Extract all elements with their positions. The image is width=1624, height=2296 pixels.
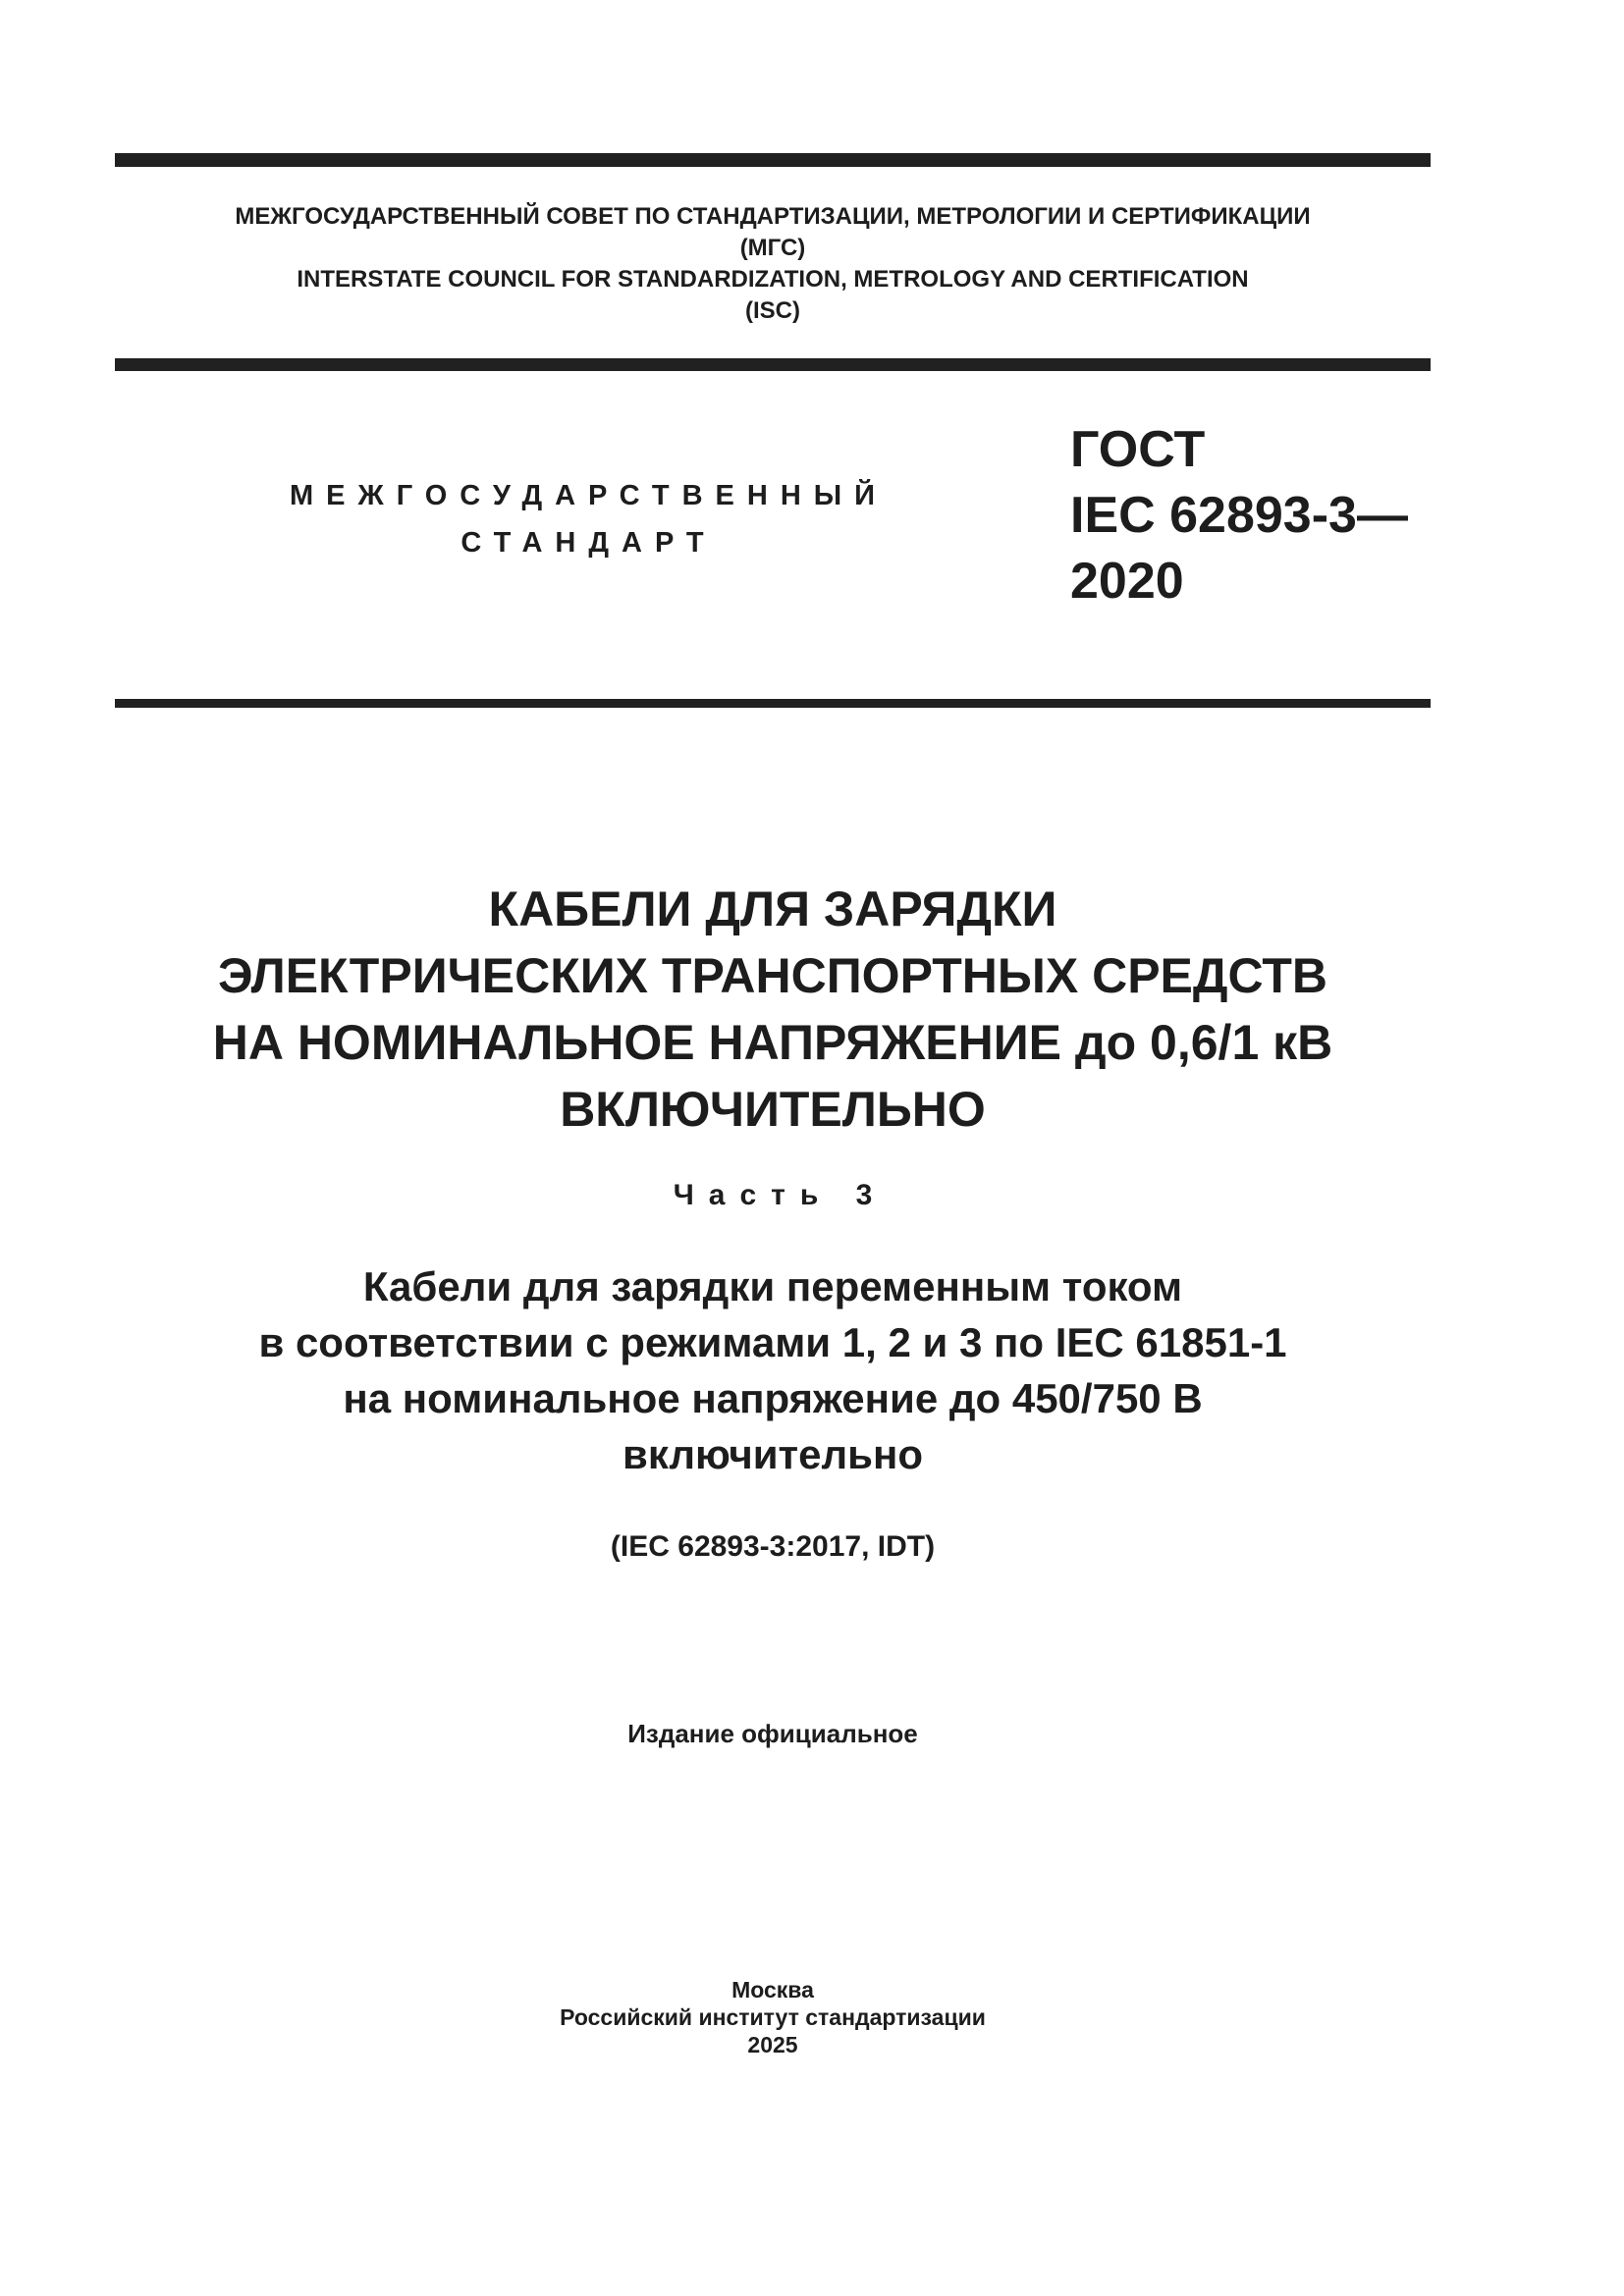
subtitle-line4: включительно (623, 1431, 923, 1477)
imprint-city: Москва (731, 1977, 814, 2002)
title-line4: ВКЛЮЧИТЕЛЬНО (560, 1082, 986, 1137)
council-abbr-ru: (МГС) (739, 235, 806, 261)
standard-code-line3: 2020 (1070, 553, 1184, 610)
standard-code-line1: ГОСТ (1070, 421, 1206, 478)
top-horizontal-rule (115, 153, 1431, 167)
standard-type-line2: СТАНДАРТ (460, 527, 717, 559)
council-name-ru: МЕЖГОСУДАРСТВЕННЫЙ СОВЕТ ПО СТАНДАРТИЗАЦИИ, МЕТРОЛОГИИ И СЕРТИФИКАЦИИ (235, 203, 1311, 230)
imprint-year: 2025 (747, 2032, 798, 2057)
standard-type-label (115, 472, 1062, 566)
subtitle-line3: на номинальное напряжение до 450/750 В (343, 1375, 1203, 1421)
document-subtitle (115, 1258, 1431, 1482)
standard-code-line2: IEC 62893-3— (1070, 487, 1408, 544)
standard-designation-code (1070, 417, 1463, 614)
thin-horizontal-rule (115, 699, 1431, 708)
middle-horizontal-rule (115, 358, 1431, 371)
council-abbr-en: (ISC) (745, 297, 800, 324)
council-header (115, 201, 1431, 327)
imprint-publisher: Российский институт стандартизации (560, 2004, 986, 2030)
title-line2: ЭЛЕКТРИЧЕСКИХ ТРАНСПОРТНЫХ СРЕДСТВ (217, 948, 1328, 1003)
subtitle-line1: Кабели для зарядки переменным током (362, 1263, 1183, 1309)
part-label: Часть 3 (673, 1179, 888, 1211)
title-line3: НА НОМИНАЛЬНОЕ НАПРЯЖЕНИЕ до 0,6/1 кВ (212, 1015, 1333, 1070)
idt-reference: (IEC 62893-3:2017, IDT) (610, 1530, 936, 1563)
imprint-block (115, 1976, 1431, 2058)
title-line1: КАБЕЛИ ДЛЯ ЗАРЯДКИ (488, 881, 1057, 936)
document-title (115, 876, 1431, 1143)
council-name-en: INTERSTATE COUNCIL FOR STANDARDIZATION, METROLOGY AND CERTIFICATION (297, 266, 1249, 293)
standard-type-line1: МЕЖГОСУДАРСТВЕННЫЙ (289, 480, 889, 511)
edition-note: Издание официальное (627, 1719, 918, 1748)
subtitle-line2: в соответствии с режимами 1, 2 и 3 по IEC 61851-1 (258, 1319, 1287, 1365)
